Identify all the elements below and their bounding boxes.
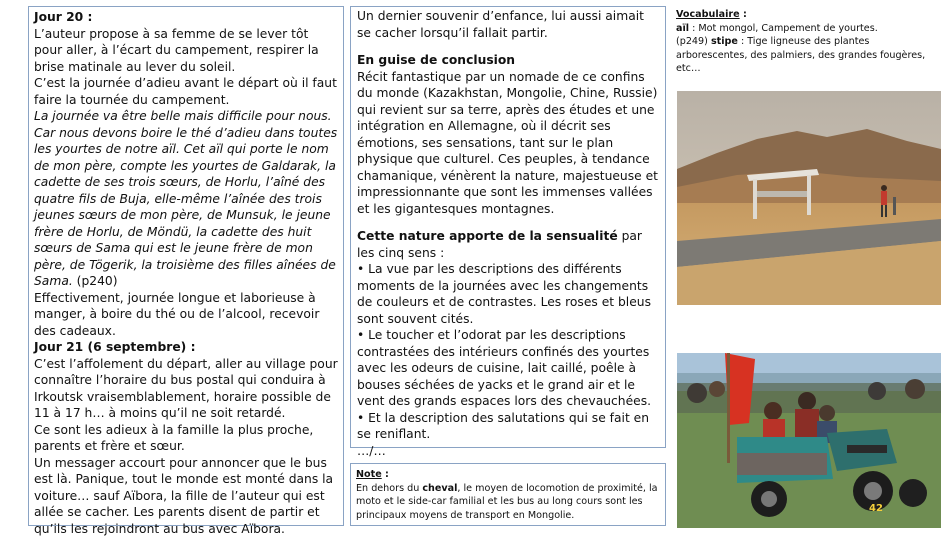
vocab-definition: : Mot mongol, Campement de yourtes.: [689, 23, 878, 34]
vocab-definition: : Tige ligneuse des plantes arborescentes, des palmiers, des grandes fougères, etc…: [676, 36, 925, 74]
quote-reference: (p240): [73, 274, 118, 288]
vocab-entry-1: [676, 22, 939, 36]
bullet-item: • La vue par les descriptions des différents moments de la journées avec les changements de couleurs et de contrastes. Les roses et bleus sont souvent cités.: [357, 261, 660, 327]
sidecar-photo: [677, 353, 941, 528]
day20-paragraph-2: C’est la journée d’adieu avant le départ où il faut faire la tournée du campement.: [34, 75, 339, 108]
bus-stop-photo: [677, 91, 941, 305]
vocab-term: stipe: [711, 36, 738, 47]
note-label: Note: [356, 469, 382, 480]
note-text-start: En dehors du: [356, 483, 422, 494]
conclusion-heading: En guise de conclusion: [357, 53, 515, 67]
page-number: 42: [869, 503, 883, 514]
senses-heading: Cette nature apporte de la sensualité: [357, 229, 618, 243]
day21-paragraph-1: C’est l’affolement du départ, aller au village pour connaître l’horaire du bus postal qui conduira à Irkoutsk vraisemblablement, horaire possible de 11 à 17 h… à moins qu’il ne soit retardé.: [34, 356, 339, 422]
day21-heading: Jour 21 (6 septembre) :: [34, 340, 196, 354]
quote-text: La journée va être belle mais difficile pour nous. Car nous devons boire le thé d’adieu dans toutes les yourtes de notre aïl. Cet aïl qui porte le nom de mon père, compte les yourtes de Galdarak, la cadette de ses trois sœurs, de Horlu, l’aîné des quatre fils de Buja, elle-même l’aînée des trois jeunes sœurs de mon père, de Munsuk, le jeune frère de Horlu, de Möndü, la cadette des huit sœurs de Sama qui est le jeune frère de mon père, de Tögerik, la troisième des filles aînées de Sama.: [34, 109, 337, 288]
quote-block: [34, 108, 339, 290]
bullet-item: • Le toucher et l’odorat par les descriptions contrastées des intérieurs confinés des yourtes avec les odeurs de cuisine, lait caillé, poêle à bouses séchées de yacks et le grand air et le vent des grands espaces lors des chevauchées.: [357, 327, 660, 410]
vocab-heading: Vocabulaire: [676, 9, 740, 20]
vocab-page-ref: (p249): [676, 36, 711, 47]
journal-column: [28, 6, 344, 526]
continuation-mark: …/…: [357, 443, 660, 460]
intro-paragraph: Un dernier souvenir d’enfance, lui aussi aimait se cacher lorsqu’il fallait partir.: [357, 8, 660, 41]
vocab-entry-2: [676, 35, 939, 76]
day21-paragraph-3: Un messager accourt pour annoncer que le bus est là. Panique, tout le monde est monté dans la voiture… sauf Aïbora, la fille de l’auteur qui est allée se cacher. Les parents disent de partir et qu’ils les rejoindront au bus avec Aïbora.: [34, 455, 339, 537]
bullet-item: • Et la description des salutations qui se fait en se reniflant.: [357, 410, 660, 443]
note-text: [356, 482, 660, 523]
note-label-colon: :: [382, 469, 389, 480]
vocab-heading-colon: :: [740, 9, 747, 20]
senses-heading-rest: par les cinq sens :: [357, 229, 642, 260]
day20-heading: Jour 20 :: [34, 10, 92, 24]
day20-paragraph-1: L’auteur propose à sa femme de se lever tôt pour aller, à l’écart du campement, respirer la brise matinale au lever du soleil.: [34, 26, 339, 76]
senses-intro: [357, 228, 660, 261]
vocabulary-box: [672, 6, 942, 83]
conclusion-paragraph: Récit fantastique par un nomade de ce confins du monde (Kazakhstan, Mongolie, Chine, Russie) qui revient sur sa terre, après des études et une intégration en Allemagne, où il décrit ses émotions, ses sensations, tant sur le plan physique que culturel. Ces peuples, à tendance chamanique, vénèrent la nature, majestueuse et impressionnante que sont les immenses vallées et les gigantesques montagnes.: [357, 69, 660, 218]
note-box: [350, 463, 666, 526]
note-text-end: , le moyen de locomotion de proximité, la moto et le side-car familial et les bus au long cours sont les principaux moyens de transport en Mongolie.: [356, 483, 658, 521]
day21-paragraph-2: Ce sont les adieux à la famille la plus proche, parents et frère et sœur.: [34, 422, 339, 455]
conclusion-column: [350, 6, 666, 448]
day20-paragraph-3: Effectivement, journée longue et laborieuse à manger, à boire du thé ou de l’alcool, recevoir des cadeaux.: [34, 290, 339, 340]
vocab-term: aïl: [676, 23, 689, 34]
note-text-bold: cheval: [422, 483, 457, 494]
